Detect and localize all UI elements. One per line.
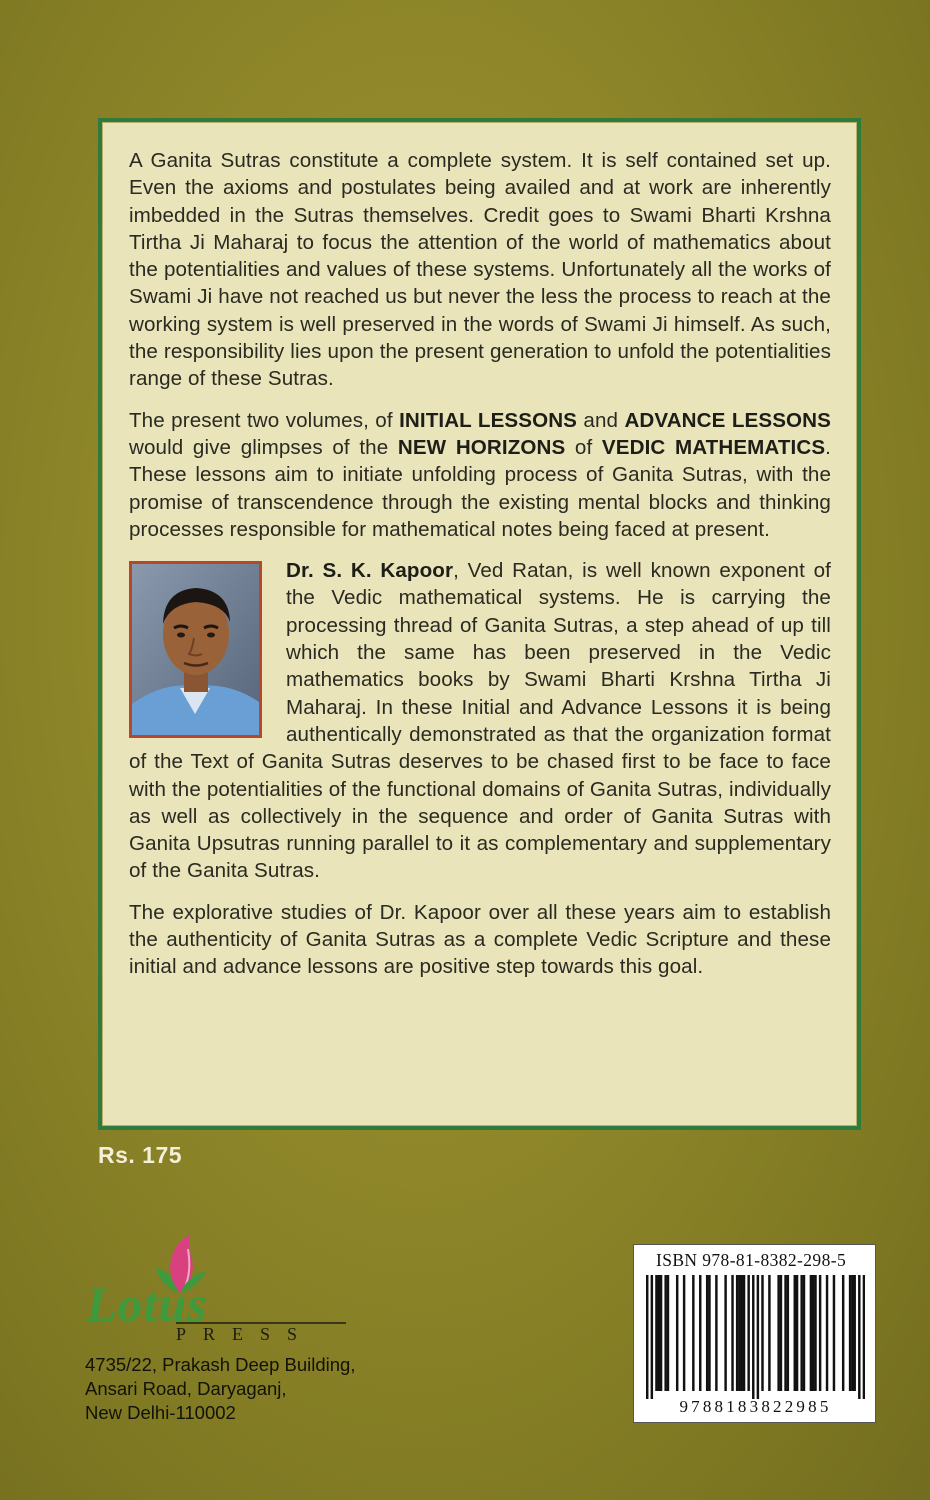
barcode-bar — [810, 1275, 812, 1391]
blurb-paragraph-4: The explorative studies of Dr. Kapoor over all these years aim to establish the authenticity of Ganita Sutras as a complete Vedic Scripture and these initial and advance lessons are positive step towards this goal. — [129, 900, 831, 979]
author-bio: , Ved Ratan, is well known exponent of the Vedic mathematical systems. He is carrying the processing thread of Ganita Sutras, a step ahead of up till which the same has been preserved in the Vedic mathematics books by Swami Bharti Krshna Tirtha Ji Maharaj. In these Initial and Advance Lessons it is being authentically demonstrated as that the organization format of the Text of Ganita Sutras deserves to be chased first to be face to face with the potentialities of the functional domains of Ganita Sutras, individually as well as collectively in the sequence and order of Ganita Sutras with Ganita Upsutras running parallel to it as complementary and supplementary of the Ganita Sutras. — [129, 559, 831, 883]
barcode-bar — [708, 1275, 710, 1391]
barcode-bar — [796, 1275, 798, 1391]
barcode-bar — [833, 1275, 835, 1391]
barcode-graphic — [646, 1275, 865, 1399]
barcode-bar — [842, 1275, 844, 1391]
logo-press: PRESS — [176, 1324, 315, 1344]
barcode-bar — [741, 1275, 743, 1391]
barcode-bar — [715, 1275, 717, 1391]
barcode-bar — [803, 1275, 805, 1391]
barcode-bar — [738, 1275, 740, 1391]
logo-wordmark: Lotus — [86, 1276, 208, 1332]
barcode-bar — [724, 1275, 726, 1391]
barcode-bar — [787, 1275, 789, 1391]
barcode-bar — [800, 1275, 802, 1391]
barcode-bar — [819, 1275, 821, 1391]
barcode-bar — [743, 1275, 745, 1391]
address-line-1: 4735/22, Prakash Deep Building, — [85, 1354, 356, 1375]
barcode-bar — [826, 1275, 828, 1391]
barcode-bar — [858, 1275, 860, 1399]
barcode-bar — [731, 1275, 733, 1391]
barcode-bar — [780, 1275, 782, 1391]
barcode-bar — [747, 1275, 749, 1391]
barcode-bar — [849, 1275, 851, 1391]
barcode-bar — [692, 1275, 694, 1391]
publisher-logo — [80, 1233, 360, 1348]
isbn-barcode-box — [633, 1244, 876, 1423]
barcode-bar — [683, 1275, 685, 1391]
p2-text-2: and — [577, 408, 625, 432]
blurb-paragraph-2 — [129, 407, 831, 543]
address-line-2: Ansari Road, Daryaganj, — [85, 1378, 287, 1399]
barcode-bar — [667, 1275, 669, 1391]
p2-bold-vedic-mathematics: VEDIC MATHEMATICS — [601, 435, 826, 459]
blurb-paragraph-1: A Ganita Sutras constitute a complete system. It is self contained set up. Even the axioms and postulates being availed and at work are inherently imbedded in the Sutras themselves. Credit goes to Swami Bharti Krshna Tirtha Ji Maharaj to focus the attention of the world of mathematics about the potentialities and values of these systems. Unfortunately all the works of Swami Ji have not reached us but never the less the process to reach at the working system is well preserved in the words of Swami Ji himself. As such, the responsibility lies upon the present generation to unfold the potentialities range of these Sutras. — [129, 149, 831, 391]
barcode-bar — [655, 1275, 657, 1391]
barcode-bar — [784, 1275, 786, 1391]
author-name: Dr. S. K. Kapoor — [286, 559, 454, 583]
address-line-3: New Delhi-110002 — [85, 1402, 236, 1423]
blurb-panel — [98, 118, 861, 1130]
barcode-bar — [768, 1275, 770, 1391]
barcode-bar — [706, 1275, 708, 1391]
barcode-bar — [863, 1275, 865, 1399]
barcode-bar — [699, 1275, 701, 1391]
author-photo — [129, 561, 262, 738]
p2-text-1: The present two volumes, of — [129, 408, 400, 432]
p2-bold-new-horizons: NEW HORIZONS — [397, 435, 566, 459]
p2-text-4: of — [565, 435, 602, 459]
barcode-bar — [752, 1275, 754, 1399]
barcode-bar — [761, 1275, 763, 1391]
barcode-bar — [660, 1275, 662, 1391]
publisher-address — [85, 1353, 356, 1425]
isbn-label: ISBN 978-81-8382-298-5 — [656, 1250, 847, 1270]
barcode-bar — [651, 1275, 653, 1399]
p2-bold-initial-lessons: INITIAL LESSONS — [399, 408, 577, 432]
barcode-bar — [777, 1275, 779, 1391]
isbn-digits: 9788183822985 — [679, 1397, 832, 1416]
price-label: Rs. 175 — [98, 1142, 183, 1168]
barcode-bar — [646, 1275, 648, 1399]
barcode-bar — [853, 1275, 855, 1391]
p2-text-5: . These lessons aim to initiate unfolding process of Ganita Sutras, with the promise of transcendence through the existing mental blocks and thinking processes responsible for mathematical notes being faced at present. — [129, 435, 831, 541]
barcode-bar — [814, 1275, 816, 1391]
barcode-bar — [757, 1275, 759, 1399]
p2-bold-advance-lessons: ADVANCE LESSONS — [624, 408, 831, 432]
barcode-bar — [812, 1275, 814, 1391]
barcode-bar — [794, 1275, 796, 1391]
barcode-bar — [851, 1275, 853, 1391]
barcode-bar — [736, 1275, 738, 1391]
barcode-bar — [676, 1275, 678, 1391]
barcode-bar — [658, 1275, 660, 1391]
barcode-bar — [664, 1275, 666, 1391]
p2-text-3: would give glimpses of the — [129, 435, 398, 459]
